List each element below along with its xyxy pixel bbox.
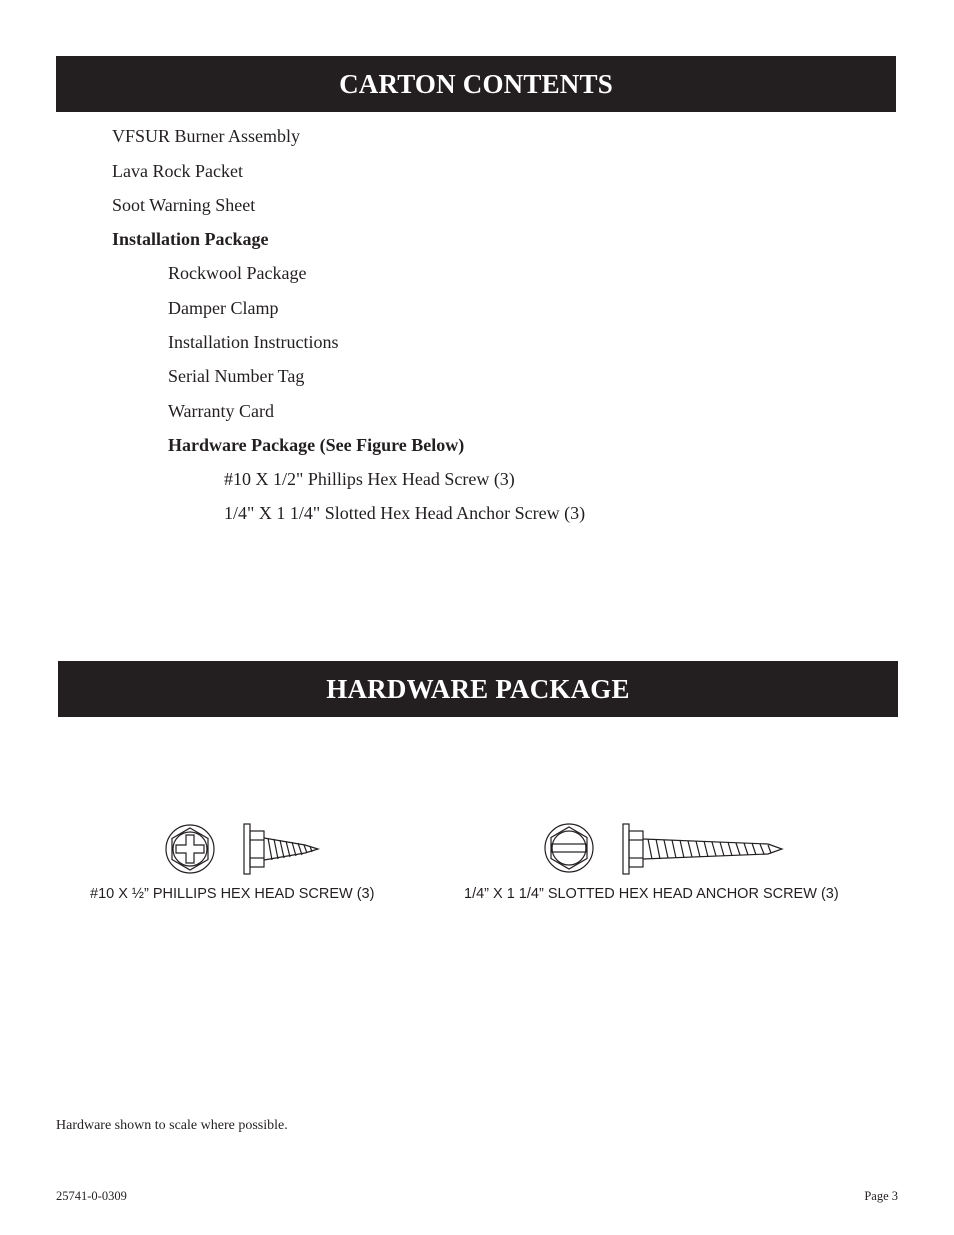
list-item: 1/4" X 1 1/4" Slotted Hex Head Anchor Screw (3) bbox=[224, 503, 586, 523]
carton-contents-title: CARTON CONTENTS bbox=[339, 68, 613, 99]
hardware-package-title: HARDWARE PACKAGE bbox=[326, 673, 630, 704]
anchor-screw-caption: 1/4” X 1 1/4” SLOTTED HEX HEAD ANCHOR SCREW (3) bbox=[464, 886, 839, 902]
hardware-package-banner bbox=[58, 661, 898, 717]
list-item: Rockwool Package bbox=[168, 263, 307, 283]
page-number: Page 3 bbox=[864, 1189, 898, 1203]
phillips-hex-head-screw-icon bbox=[160, 818, 330, 880]
slotted-hex-head-anchor-screw-icon bbox=[540, 818, 790, 880]
list-item: Soot Warning Sheet bbox=[112, 195, 256, 215]
list-item: #10 X 1/2" Phillips Hex Head Screw (3) bbox=[224, 469, 515, 489]
list-item: VFSUR Burner Assembly bbox=[112, 126, 301, 146]
scale-note: Hardware shown to scale where possible. bbox=[56, 1118, 288, 1133]
list-item: Lava Rock Packet bbox=[112, 161, 243, 181]
list-item: Installation Instructions bbox=[168, 332, 339, 352]
carton-contents-banner bbox=[56, 56, 896, 112]
hardware-package-heading: Hardware Package (See Figure Below) bbox=[168, 435, 465, 455]
phillips-screw-caption: #10 X ½” PHILLIPS HEX HEAD SCREW (3) bbox=[90, 886, 375, 902]
document-number: 25741-0-0309 bbox=[56, 1189, 127, 1203]
list-item: Serial Number Tag bbox=[168, 366, 305, 386]
list-item: Damper Clamp bbox=[168, 298, 279, 318]
list-item: Warranty Card bbox=[168, 401, 275, 421]
installation-package-heading: Installation Package bbox=[112, 229, 269, 249]
